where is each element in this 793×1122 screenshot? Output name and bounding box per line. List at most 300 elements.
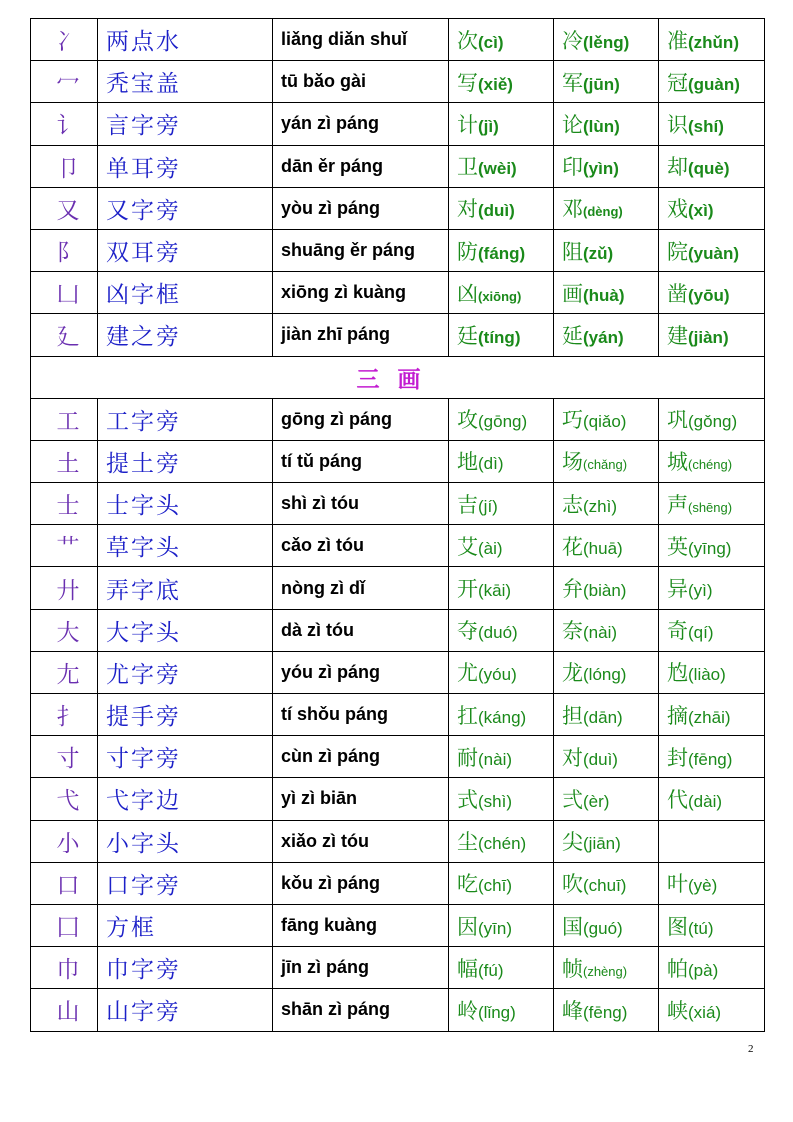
example-pinyin: (xiōng) bbox=[478, 288, 522, 304]
example-character: 防 bbox=[457, 239, 478, 264]
example-pinyin: (chuī) bbox=[583, 876, 627, 896]
example-cell bbox=[554, 736, 659, 778]
example-cell bbox=[449, 398, 554, 440]
example-pinyin: (huà) bbox=[583, 285, 625, 305]
radical-cell: 冫 bbox=[31, 19, 98, 61]
example-pinyin: (káng) bbox=[478, 707, 527, 727]
example-character: 画 bbox=[562, 281, 583, 306]
radical-name-cell: 山字旁 bbox=[98, 989, 273, 1031]
radical-cell: 小 bbox=[31, 820, 98, 862]
radical-cell: 巾 bbox=[31, 947, 98, 989]
radical-pinyin-cell: shān zì páng bbox=[273, 989, 449, 1031]
example-character: 对 bbox=[562, 745, 583, 770]
radical-pinyin-cell: dà zì tóu bbox=[273, 609, 449, 651]
radical-name-cell: 建之旁 bbox=[98, 314, 273, 356]
example-pinyin: (chén) bbox=[478, 834, 527, 854]
example-cell bbox=[449, 736, 554, 778]
example-pinyin: (duì) bbox=[583, 749, 618, 769]
table-row bbox=[31, 820, 765, 862]
example-pinyin: (qí) bbox=[688, 623, 714, 643]
example-cell bbox=[554, 145, 659, 187]
example-pinyin: (kāi) bbox=[478, 581, 512, 601]
example-character: 志 bbox=[562, 492, 583, 517]
section-title: 三画 bbox=[31, 356, 765, 398]
table-row bbox=[31, 398, 765, 440]
radical-cell: 山 bbox=[31, 989, 98, 1031]
example-cell bbox=[659, 103, 765, 145]
example-pinyin: (yóu) bbox=[478, 665, 517, 685]
example-character: 叶 bbox=[667, 872, 688, 897]
example-cell bbox=[449, 145, 554, 187]
table-row bbox=[31, 989, 765, 1031]
example-cell bbox=[449, 187, 554, 229]
example-character: 国 bbox=[562, 914, 583, 939]
example-character: 弍 bbox=[562, 787, 583, 812]
radical-pinyin-cell: shuāng ěr páng bbox=[273, 229, 449, 271]
example-cell bbox=[659, 440, 765, 482]
example-cell bbox=[554, 483, 659, 525]
radical-pinyin-cell: dān ěr páng bbox=[273, 145, 449, 187]
radical-pinyin-cell: yán zì páng bbox=[273, 103, 449, 145]
table-row bbox=[31, 314, 765, 356]
example-character: 邓 bbox=[562, 197, 583, 222]
example-pinyin: (lùn) bbox=[583, 116, 620, 136]
example-character: 对 bbox=[457, 197, 478, 222]
example-pinyin: (shēng) bbox=[688, 499, 733, 515]
example-cell bbox=[659, 187, 765, 229]
example-cell bbox=[659, 947, 765, 989]
radical-pinyin-cell: xiōng zì kuàng bbox=[273, 272, 449, 314]
example-pinyin: (jiān) bbox=[583, 834, 621, 854]
radical-table bbox=[30, 18, 765, 1032]
table-row bbox=[31, 483, 765, 525]
example-character: 凿 bbox=[667, 281, 688, 306]
table-row bbox=[31, 778, 765, 820]
radical-name-cell: 双耳旁 bbox=[98, 229, 273, 271]
table-row bbox=[31, 103, 765, 145]
table-row bbox=[31, 651, 765, 693]
example-cell bbox=[449, 19, 554, 61]
example-pinyin: (fēng) bbox=[688, 749, 733, 769]
example-cell bbox=[449, 229, 554, 271]
example-cell bbox=[449, 820, 554, 862]
example-cell bbox=[659, 609, 765, 651]
example-pinyin: (zhì) bbox=[583, 496, 617, 516]
example-character: 声 bbox=[667, 492, 688, 517]
example-cell bbox=[449, 609, 554, 651]
radical-table-body bbox=[31, 19, 765, 1032]
radical-cell: 讠 bbox=[31, 103, 98, 145]
radical-cell: 口 bbox=[31, 862, 98, 904]
example-cell bbox=[659, 229, 765, 271]
example-character: 峡 bbox=[667, 998, 688, 1023]
example-pinyin: (dì) bbox=[478, 454, 504, 474]
example-cell bbox=[659, 989, 765, 1031]
example-character: 岭 bbox=[457, 998, 478, 1023]
radical-name-cell: 弋字边 bbox=[98, 778, 273, 820]
radical-cell: 土 bbox=[31, 440, 98, 482]
radical-cell: 艹 bbox=[31, 525, 98, 567]
radical-pinyin-cell: cǎo zì tóu bbox=[273, 525, 449, 567]
example-character: 地 bbox=[457, 450, 478, 475]
example-pinyin: (gǒng) bbox=[688, 412, 738, 432]
example-pinyin: (xiá) bbox=[688, 1002, 722, 1022]
radical-cell: 冖 bbox=[31, 61, 98, 103]
example-character: 奇 bbox=[667, 619, 688, 644]
table-row bbox=[31, 440, 765, 482]
radical-name-cell: 寸字旁 bbox=[98, 736, 273, 778]
example-character: 准 bbox=[667, 28, 688, 53]
example-pinyin: (zhǔn) bbox=[688, 32, 739, 52]
example-cell bbox=[554, 694, 659, 736]
example-character: 开 bbox=[457, 577, 478, 602]
example-character: 式 bbox=[457, 787, 478, 812]
example-cell bbox=[554, 609, 659, 651]
radical-cell: 工 bbox=[31, 398, 98, 440]
example-character: 延 bbox=[562, 323, 583, 348]
radical-name-cell: 两点水 bbox=[98, 19, 273, 61]
table-row bbox=[31, 525, 765, 567]
radical-pinyin-cell: yòu zì páng bbox=[273, 187, 449, 229]
example-cell bbox=[449, 651, 554, 693]
example-character: 代 bbox=[667, 787, 688, 812]
example-cell bbox=[449, 440, 554, 482]
radical-name-cell: 提手旁 bbox=[98, 694, 273, 736]
radical-name-cell: 小字头 bbox=[98, 820, 273, 862]
example-cell bbox=[449, 947, 554, 989]
radical-name-cell: 口字旁 bbox=[98, 862, 273, 904]
example-pinyin: (tú) bbox=[688, 918, 714, 938]
example-character: 却 bbox=[667, 155, 688, 180]
example-character: 扛 bbox=[457, 703, 478, 728]
example-pinyin: (nài) bbox=[478, 749, 513, 769]
radical-pinyin-cell: xiǎo zì tóu bbox=[273, 820, 449, 862]
example-character: 冠 bbox=[667, 70, 688, 95]
table-row bbox=[31, 19, 765, 61]
table-row bbox=[31, 862, 765, 904]
example-character: 幅 bbox=[457, 956, 478, 981]
example-cell bbox=[554, 567, 659, 609]
example-pinyin: (zhāi) bbox=[688, 707, 731, 727]
radical-pinyin-cell: tí shǒu páng bbox=[273, 694, 449, 736]
example-character: 摘 bbox=[667, 703, 688, 728]
example-cell bbox=[449, 694, 554, 736]
example-pinyin: (shì) bbox=[478, 791, 512, 811]
example-pinyin: (qiǎo) bbox=[583, 412, 627, 432]
example-pinyin: (yìn) bbox=[583, 159, 619, 179]
example-character: 龙 bbox=[562, 661, 583, 686]
radical-cell: 扌 bbox=[31, 694, 98, 736]
radical-cell: 寸 bbox=[31, 736, 98, 778]
example-cell bbox=[554, 904, 659, 946]
example-character: 计 bbox=[457, 112, 478, 137]
example-cell bbox=[449, 103, 554, 145]
radical-cell: 士 bbox=[31, 483, 98, 525]
radical-cell: 大 bbox=[31, 609, 98, 651]
table-row bbox=[31, 609, 765, 651]
example-character: 尖 bbox=[562, 830, 583, 855]
example-cell bbox=[659, 61, 765, 103]
example-character: 花 bbox=[562, 534, 583, 559]
radical-name-cell: 单耳旁 bbox=[98, 145, 273, 187]
example-cell bbox=[449, 989, 554, 1031]
example-cell bbox=[449, 778, 554, 820]
radical-name-cell: 尤字旁 bbox=[98, 651, 273, 693]
table-row bbox=[31, 272, 765, 314]
example-character: 阻 bbox=[562, 239, 583, 264]
example-cell bbox=[554, 61, 659, 103]
example-cell bbox=[659, 19, 765, 61]
example-cell bbox=[554, 440, 659, 482]
example-character: 攻 bbox=[457, 408, 478, 433]
example-pinyin: (xiě) bbox=[478, 74, 513, 94]
example-cell bbox=[554, 525, 659, 567]
example-pinyin: (jí) bbox=[478, 496, 498, 516]
example-pinyin: (yì) bbox=[688, 581, 713, 601]
example-cell bbox=[554, 19, 659, 61]
example-cell bbox=[449, 314, 554, 356]
example-pinyin: (tíng) bbox=[478, 327, 521, 347]
table-row bbox=[31, 736, 765, 778]
example-cell bbox=[659, 567, 765, 609]
radical-pinyin-cell: kǒu zì páng bbox=[273, 862, 449, 904]
example-character: 担 bbox=[562, 703, 583, 728]
example-pinyin: (guó) bbox=[583, 918, 623, 938]
example-pinyin: (huā) bbox=[583, 538, 623, 558]
example-pinyin: (pà) bbox=[688, 960, 719, 980]
example-character: 巩 bbox=[667, 408, 688, 433]
radical-name-cell: 凶字框 bbox=[98, 272, 273, 314]
example-cell bbox=[659, 778, 765, 820]
radical-name-cell: 提土旁 bbox=[98, 440, 273, 482]
example-character: 吉 bbox=[457, 492, 478, 517]
example-pinyin: (jūn) bbox=[583, 74, 620, 94]
radical-pinyin-cell: fāng kuàng bbox=[273, 904, 449, 946]
example-character: 弁 bbox=[562, 577, 583, 602]
example-pinyin: (èr) bbox=[583, 791, 610, 811]
example-cell bbox=[659, 904, 765, 946]
example-cell bbox=[659, 272, 765, 314]
example-pinyin: (yán) bbox=[583, 327, 624, 347]
table-row bbox=[31, 904, 765, 946]
example-character: 卫 bbox=[457, 155, 478, 180]
example-pinyin: (cì) bbox=[478, 32, 504, 52]
example-pinyin: (fēng) bbox=[583, 1002, 628, 1022]
example-cell bbox=[554, 314, 659, 356]
example-cell bbox=[659, 862, 765, 904]
example-character: 夺 bbox=[457, 619, 478, 644]
example-pinyin: (zǔ) bbox=[583, 243, 614, 263]
example-pinyin: (què) bbox=[688, 159, 730, 179]
example-cell bbox=[554, 862, 659, 904]
example-character: 奈 bbox=[562, 619, 583, 644]
example-character: 异 bbox=[667, 577, 688, 602]
example-character: 论 bbox=[562, 112, 583, 137]
example-pinyin: (fú) bbox=[478, 960, 504, 980]
example-pinyin: (liào) bbox=[688, 665, 726, 685]
radical-cell: 廴 bbox=[31, 314, 98, 356]
radical-pinyin-cell: jiàn zhī páng bbox=[273, 314, 449, 356]
example-cell bbox=[449, 904, 554, 946]
example-cell bbox=[659, 525, 765, 567]
example-cell bbox=[449, 272, 554, 314]
example-pinyin: (lǐng) bbox=[478, 1002, 516, 1022]
example-character: 尤 bbox=[457, 661, 478, 686]
radical-cell: 凵 bbox=[31, 272, 98, 314]
example-character: 建 bbox=[667, 323, 688, 348]
example-character: 院 bbox=[667, 239, 688, 264]
radical-cell: 卩 bbox=[31, 145, 98, 187]
example-pinyin: (yuàn) bbox=[688, 243, 739, 263]
example-character: 吃 bbox=[457, 872, 478, 897]
table-row bbox=[31, 187, 765, 229]
table-row bbox=[31, 145, 765, 187]
radical-name-cell: 巾字旁 bbox=[98, 947, 273, 989]
example-character: 场 bbox=[562, 450, 583, 475]
example-character: 吹 bbox=[562, 872, 583, 897]
table-row bbox=[31, 61, 765, 103]
example-character: 帧 bbox=[562, 956, 583, 981]
example-character: 尥 bbox=[667, 661, 688, 686]
example-pinyin: (duó) bbox=[478, 623, 518, 643]
example-pinyin: (fáng) bbox=[478, 243, 526, 263]
example-cell bbox=[554, 820, 659, 862]
example-cell bbox=[659, 398, 765, 440]
example-pinyin: (yīn) bbox=[478, 918, 512, 938]
example-cell bbox=[659, 694, 765, 736]
example-cell bbox=[659, 483, 765, 525]
radical-pinyin-cell: cùn zì páng bbox=[273, 736, 449, 778]
example-cell bbox=[449, 525, 554, 567]
radical-pinyin-cell: tū bǎo gài bbox=[273, 61, 449, 103]
radical-cell: 尢 bbox=[31, 651, 98, 693]
example-character: 封 bbox=[667, 745, 688, 770]
radical-cell: 廾 bbox=[31, 567, 98, 609]
example-pinyin: (lóng) bbox=[583, 665, 627, 685]
example-cell bbox=[554, 778, 659, 820]
example-character: 英 bbox=[667, 534, 688, 559]
example-cell bbox=[554, 989, 659, 1031]
radical-name-cell: 大字头 bbox=[98, 609, 273, 651]
example-cell bbox=[449, 862, 554, 904]
example-cell bbox=[554, 229, 659, 271]
radical-name-cell: 草字头 bbox=[98, 525, 273, 567]
radical-pinyin-cell: nòng zì dǐ bbox=[273, 567, 449, 609]
example-cell bbox=[659, 820, 765, 862]
example-cell bbox=[449, 567, 554, 609]
radical-pinyin-cell: gōng zì páng bbox=[273, 398, 449, 440]
example-pinyin: (yōu) bbox=[688, 285, 730, 305]
example-character: 印 bbox=[562, 155, 583, 180]
example-cell bbox=[449, 483, 554, 525]
example-pinyin: (guàn) bbox=[688, 74, 740, 94]
example-cell bbox=[554, 398, 659, 440]
table-row bbox=[31, 694, 765, 736]
example-cell bbox=[659, 736, 765, 778]
example-pinyin: (chī) bbox=[478, 876, 512, 896]
example-character: 冷 bbox=[562, 28, 583, 53]
table-row bbox=[31, 947, 765, 989]
page-number: 2 bbox=[748, 1043, 754, 1055]
example-pinyin: (duì) bbox=[478, 201, 515, 221]
example-pinyin: (lěng) bbox=[583, 32, 630, 52]
example-pinyin: (chǎng) bbox=[583, 457, 628, 473]
radical-cell: 弋 bbox=[31, 778, 98, 820]
example-character: 艾 bbox=[457, 534, 478, 559]
example-character: 廷 bbox=[457, 323, 478, 348]
radical-pinyin-cell: yóu zì páng bbox=[273, 651, 449, 693]
example-character: 次 bbox=[457, 28, 478, 53]
example-pinyin: (biàn) bbox=[583, 581, 627, 601]
section-header-row bbox=[31, 356, 765, 398]
radical-cell: 阝 bbox=[31, 229, 98, 271]
example-character: 写 bbox=[457, 70, 478, 95]
radical-pinyin-cell: liǎng diǎn shuǐ bbox=[273, 19, 449, 61]
example-pinyin: (yè) bbox=[688, 876, 718, 896]
radical-pinyin-cell: jīn zì páng bbox=[273, 947, 449, 989]
example-cell bbox=[449, 61, 554, 103]
radical-name-cell: 工字旁 bbox=[98, 398, 273, 440]
example-pinyin: (dèng) bbox=[583, 204, 623, 220]
example-character: 图 bbox=[667, 914, 688, 939]
example-character: 军 bbox=[562, 70, 583, 95]
example-cell bbox=[554, 947, 659, 989]
example-pinyin: (nài) bbox=[583, 623, 618, 643]
radical-name-cell: 方框 bbox=[98, 904, 273, 946]
radical-name-cell: 秃宝盖 bbox=[98, 61, 273, 103]
radical-name-cell: 言字旁 bbox=[98, 103, 273, 145]
example-character: 城 bbox=[667, 450, 688, 475]
example-cell bbox=[554, 103, 659, 145]
example-pinyin: (jiàn) bbox=[688, 327, 729, 347]
example-character: 尘 bbox=[457, 830, 478, 855]
example-pinyin: (dài) bbox=[688, 791, 723, 811]
radical-name-cell: 士字头 bbox=[98, 483, 273, 525]
example-character: 凶 bbox=[457, 281, 478, 306]
example-pinyin: (chéng) bbox=[688, 457, 733, 473]
example-character: 耐 bbox=[457, 745, 478, 770]
example-pinyin: (xì) bbox=[688, 201, 714, 221]
radical-pinyin-cell: tí tǔ páng bbox=[273, 440, 449, 482]
example-cell bbox=[659, 651, 765, 693]
table-row bbox=[31, 229, 765, 271]
radical-cell: 又 bbox=[31, 187, 98, 229]
example-pinyin: (dān) bbox=[583, 707, 623, 727]
example-cell bbox=[554, 272, 659, 314]
example-character: 因 bbox=[457, 914, 478, 939]
example-cell bbox=[659, 145, 765, 187]
example-pinyin: (wèi) bbox=[478, 159, 517, 179]
example-character: 巧 bbox=[562, 408, 583, 433]
example-cell bbox=[554, 187, 659, 229]
example-character: 戏 bbox=[667, 197, 688, 222]
example-character: 帕 bbox=[667, 956, 688, 981]
table-row bbox=[31, 567, 765, 609]
example-pinyin: (zhèng) bbox=[583, 963, 628, 979]
example-pinyin: (jì) bbox=[478, 116, 499, 136]
example-pinyin: (gōng) bbox=[478, 412, 528, 432]
radical-cell: 囗 bbox=[31, 904, 98, 946]
example-pinyin: (ài) bbox=[478, 538, 503, 558]
example-cell bbox=[554, 651, 659, 693]
radical-name-cell: 又字旁 bbox=[98, 187, 273, 229]
radical-pinyin-cell: yì zì biān bbox=[273, 778, 449, 820]
example-pinyin: (yīng) bbox=[688, 538, 732, 558]
radical-pinyin-cell: shì zì tóu bbox=[273, 483, 449, 525]
example-pinyin: (shí) bbox=[688, 116, 724, 136]
example-character: 峰 bbox=[562, 998, 583, 1023]
example-cell bbox=[659, 314, 765, 356]
